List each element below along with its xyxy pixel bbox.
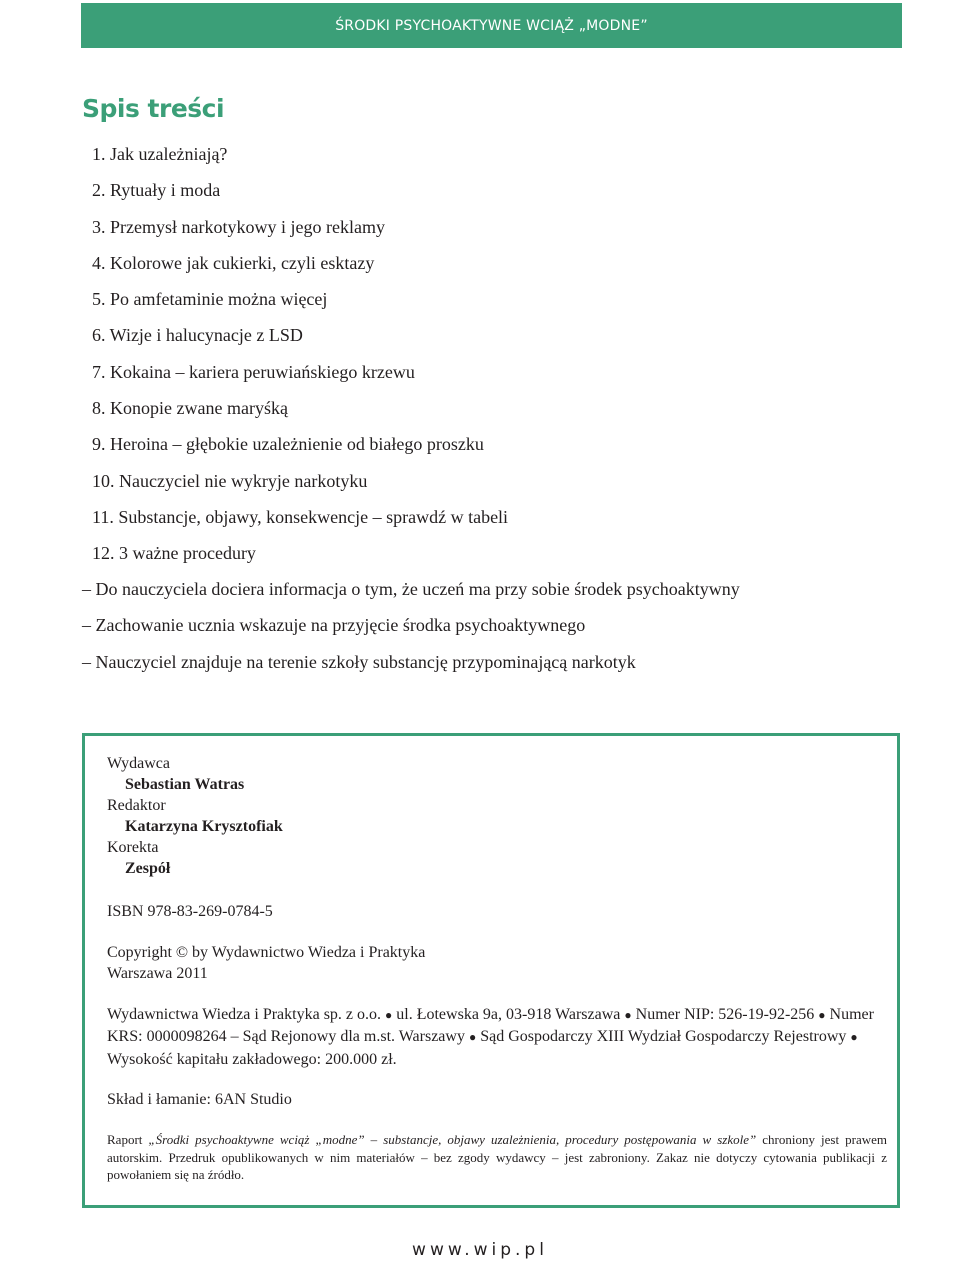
publisher-name: Sebastian Watras xyxy=(125,776,245,793)
toc-item: 12. 3 ważne procedury xyxy=(92,543,256,564)
toc-item: 3. Przemysł narkotykowy i jego reklamy xyxy=(92,216,385,237)
publisher-label: Wydawca xyxy=(107,755,170,772)
editor-label: Redaktor xyxy=(107,797,166,814)
toc-item: 2. Rytuały i moda xyxy=(92,180,221,201)
toc-item: 1. Jak uzależniają? xyxy=(92,144,228,164)
legal-text: chroniony jest prawem autorskim. Przedruk opublikowanych w nim materiałów – bez zgody wydawcy – jest zabroniony. Zakaz nie dotyczy cytowania publikacji z powołaniem się na źródło. xyxy=(107,1132,887,1183)
bullet-dot: ● xyxy=(624,1008,632,1022)
header-bar xyxy=(81,3,902,48)
company-address: ul. Łotewska 9a, 03-918 Warszawa xyxy=(396,1006,621,1023)
procedure-item: – Nauczyciel znajduje na terenie szkoły substancję przypominającą narkotyk xyxy=(82,651,636,672)
legal-notice xyxy=(107,1131,887,1184)
header-title: ŚRODKI PSYCHOAKTYWNE WCIĄŻ „MODNE” xyxy=(335,17,648,34)
bullet-dot: ● xyxy=(850,1030,858,1045)
toc-item: 6. Wizje i halucynacje z LSD xyxy=(92,325,303,346)
procedure-item: – Do nauczyciela dociera informacja o tym, że uczeń ma przy sobie środek psychoaktywny xyxy=(82,579,740,599)
report-title: „Środki psychoaktywne wciąż „modne” – substancje, objawy uzależnienia, procedury postępowania w szkole” xyxy=(148,1132,757,1147)
company-info xyxy=(107,1004,887,1070)
company-court: Sąd Gospodarczy XIII Wydział Gospodarczy Rejestrowy xyxy=(480,1028,847,1046)
toc-item: 7. Kokaina – kariera peruwiańskiego krzewu xyxy=(92,361,415,382)
bullet-dot: ● xyxy=(468,1030,477,1045)
copyright: Copyright © by Wydawnictwo Wiedza i Praktyka xyxy=(107,944,426,961)
company-nip: Numer NIP: 526-19-92-256 xyxy=(635,1006,815,1023)
bullet-dot: ● xyxy=(385,1008,393,1022)
typesetting: Skład i łamanie: 6AN Studio xyxy=(107,1091,292,1108)
bullet-dot: ● xyxy=(818,1008,826,1022)
company-name: Wydawnictwa Wiedza i Praktyka sp. z o.o. xyxy=(107,1006,382,1023)
procedure-item: – Zachowanie ucznia wskazuje na przyjęcie środka psychoaktywnego xyxy=(82,615,586,636)
footer-url: www.wip.pl xyxy=(412,1240,548,1260)
company-capital: Wysokość kapitału zakładowego: 200.000 zł. xyxy=(107,1050,397,1068)
isbn: ISBN 978-83-269-0784-5 xyxy=(107,903,273,920)
city-year: Warszawa 2011 xyxy=(107,965,208,982)
procedure-list xyxy=(82,578,740,687)
toc-item: 8. Konopie zwane maryśką xyxy=(92,398,288,419)
imprint-box xyxy=(82,733,900,1208)
toc-item: 4. Kolorowe jak cukierki, czyli esktazy xyxy=(92,252,375,273)
editor-name: Katarzyna Krysztofiak xyxy=(125,818,283,835)
toc-item: 9. Heroina – głębokie uzależnienie od białego proszku xyxy=(92,434,484,455)
toc-item: 11. Substancje, objawy, konsekwencje – sprawdź w tabeli xyxy=(92,506,509,527)
toc-list xyxy=(92,143,508,579)
toc-item: 10. Nauczyciel nie wykryje narkotyku xyxy=(92,470,368,491)
legal-prefix: Raport xyxy=(107,1132,149,1147)
company-krs: Numer KRS: 0000098264 – Sąd Rejonowy dla m.st. Warszawy xyxy=(107,1006,874,1046)
proofreading-name: Zespół xyxy=(125,860,171,877)
toc-title: Spis treści xyxy=(82,94,225,123)
toc-item: 5. Po amfetaminie można więcej xyxy=(92,289,328,310)
proofreading-label: Korekta xyxy=(107,839,159,856)
